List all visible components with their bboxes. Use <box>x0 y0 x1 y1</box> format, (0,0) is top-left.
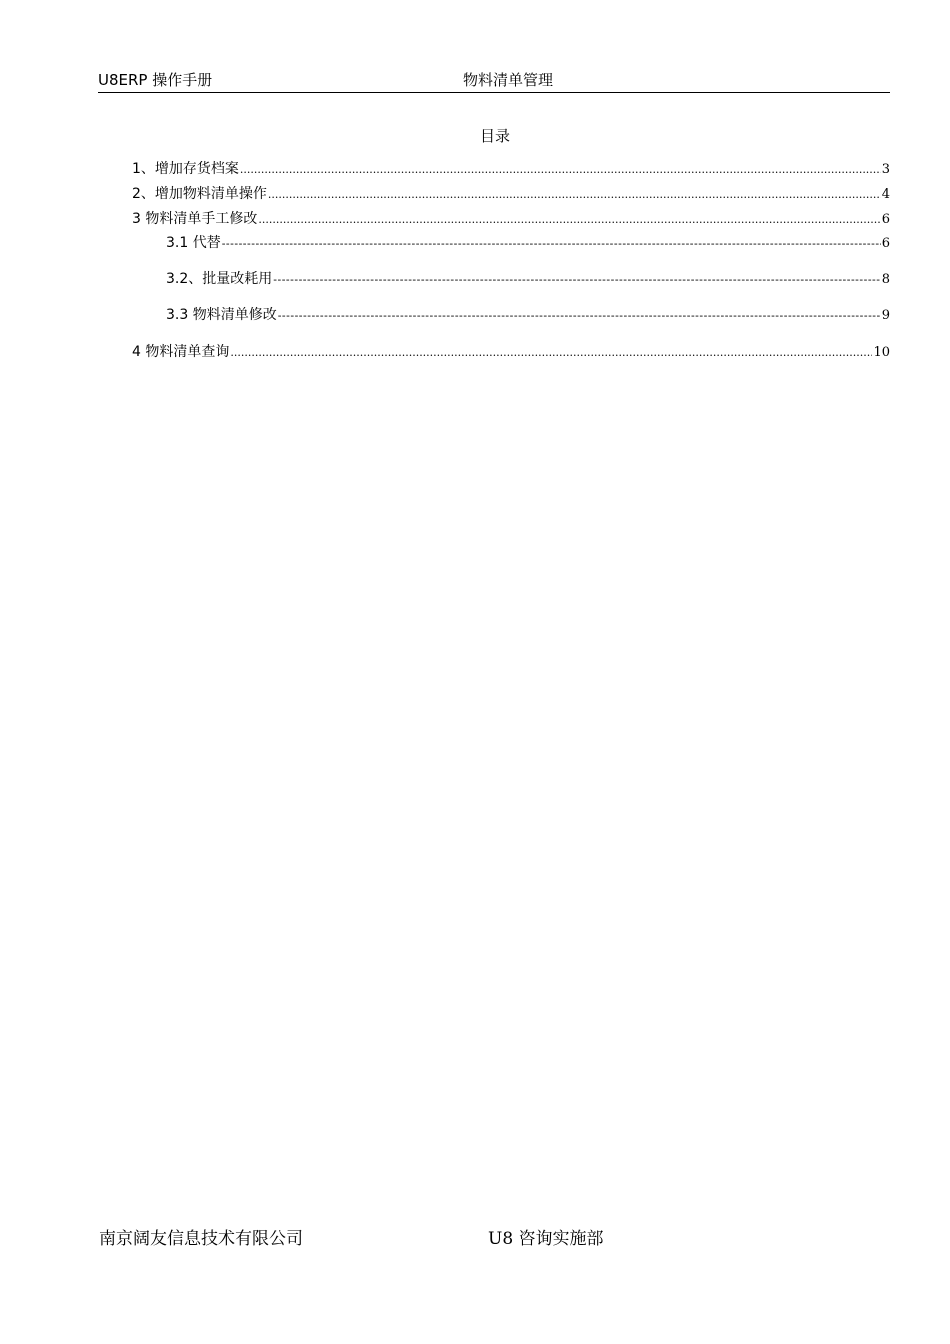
toc-entry[interactable] <box>166 232 890 252</box>
toc-entry[interactable] <box>132 183 890 203</box>
toc-page-number: 9 <box>881 308 890 323</box>
toc-page-number: 10 <box>873 345 890 360</box>
toc-entry[interactable] <box>132 158 890 178</box>
toc-page-number: 8 <box>881 272 890 287</box>
toc-entry-label: 1、增加存货档案 <box>132 161 239 177</box>
footer-department: U8 咨询实施部 <box>488 1229 604 1249</box>
toc-entry-label: 2、增加物料清单操作 <box>132 186 267 202</box>
toc-entry[interactable] <box>166 304 890 324</box>
toc-leader <box>278 309 881 322</box>
toc-entry-label: 3 物料清单手工修改 <box>132 211 258 227</box>
toc-leader <box>273 273 880 286</box>
toc-entry-label: 3.3 物料清单修改 <box>166 307 277 323</box>
footer-company: 南京阔友信息技术有限公司 <box>99 1229 303 1249</box>
toc-entry-label: 4 物料清单查询 <box>132 344 230 360</box>
toc-title: 目录 <box>479 127 510 145</box>
toc-leader <box>258 213 880 226</box>
toc-leader <box>222 237 881 250</box>
toc-entry[interactable] <box>166 268 890 288</box>
toc-page-number: 4 <box>881 187 890 202</box>
header-document-title: U8ERP 操作手册 <box>98 71 213 89</box>
toc-page-number: 6 <box>881 212 890 227</box>
toc-leader <box>230 346 872 359</box>
header-section-title: 物料清单管理 <box>463 71 554 89</box>
toc-leader <box>240 163 881 176</box>
toc-entry[interactable] <box>132 208 890 228</box>
toc-entry[interactable] <box>132 341 890 361</box>
toc-page-number: 6 <box>881 236 890 251</box>
toc-leader <box>268 188 881 201</box>
header-divider <box>98 92 890 93</box>
toc-entry-label: 3.1 代替 <box>166 235 221 251</box>
toc-page-number: 3 <box>881 162 890 177</box>
toc-entry-label: 3.2、批量改耗用 <box>166 271 273 287</box>
